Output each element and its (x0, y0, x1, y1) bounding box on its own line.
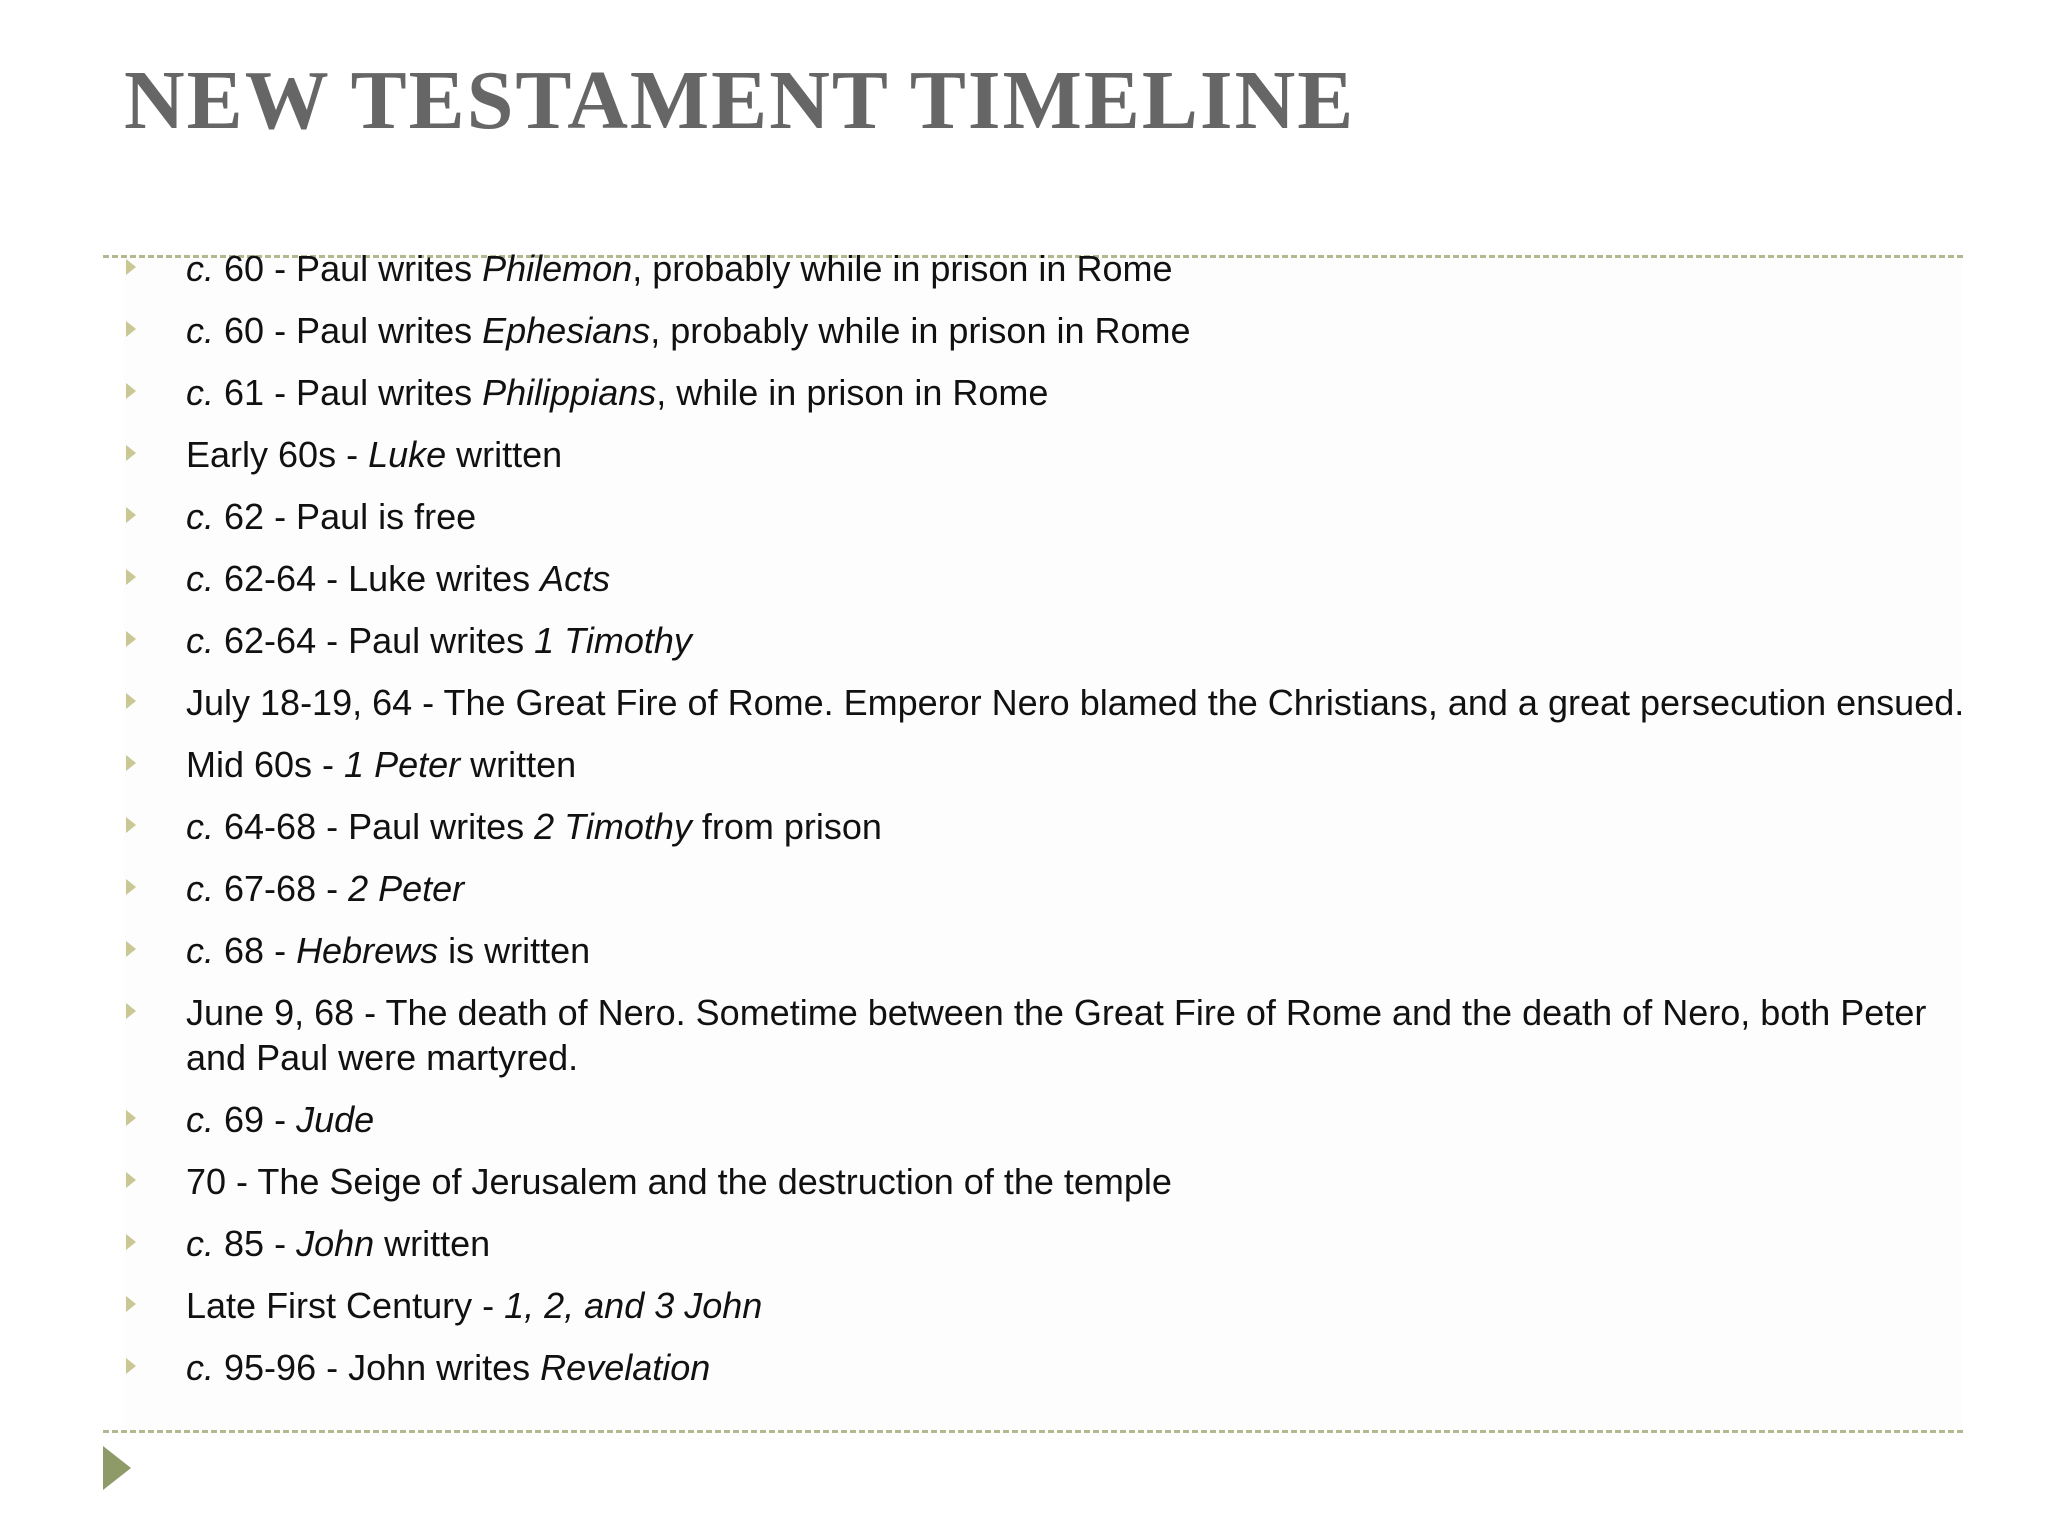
timeline-item-text: c. 62-64 - Luke writes Acts (186, 558, 611, 599)
timeline-item-text: 70 - The Seige of Jerusalem and the destruction of the temple (186, 1161, 1172, 1202)
timeline-item-text: c. 60 - Paul writes Ephesians, probably while in prison in Rome (186, 310, 1191, 351)
timeline-item-text: c. 61 - Paul writes Philippians, while in prison in Rome (186, 372, 1049, 413)
small-triangle-bullet-icon (126, 755, 136, 771)
timeline-item (0, 990, 2048, 1080)
small-triangle-bullet-icon (126, 445, 136, 461)
timeline-item (0, 370, 2048, 415)
small-triangle-bullet-icon (126, 693, 136, 709)
timeline-item (0, 804, 2048, 849)
small-triangle-bullet-icon (126, 1003, 136, 1019)
small-triangle-bullet-icon (126, 1234, 136, 1250)
timeline-item (0, 1097, 2048, 1142)
timeline-item-text: c. 95-96 - John writes Revelation (186, 1347, 711, 1388)
timeline-item-text: July 18-19, 64 - The Great Fire of Rome. Emperor Nero blamed the Christians, and a great persecution ensued. (186, 682, 1965, 723)
timeline-item-text: c. 62-64 - Paul writes 1 Timothy (186, 620, 692, 661)
timeline-item (0, 308, 2048, 353)
timeline-item-text: Early 60s - Luke written (186, 434, 563, 475)
timeline-item (0, 1283, 2048, 1328)
small-triangle-bullet-icon (126, 1110, 136, 1126)
small-triangle-bullet-icon (126, 879, 136, 895)
small-triangle-bullet-icon (126, 507, 136, 523)
timeline-list (0, 246, 2048, 1407)
timeline-item-text: c. 62 - Paul is free (186, 496, 477, 537)
small-triangle-bullet-icon (126, 321, 136, 337)
timeline-item (0, 1159, 2048, 1204)
small-triangle-bullet-icon (126, 631, 136, 647)
timeline-item (0, 556, 2048, 601)
small-triangle-bullet-icon (126, 383, 136, 399)
timeline-item-text: June 9, 68 - The death of Nero. Sometime between the Great Fire of Rome and the death of Nero, both Peter and Paul were martyred. (186, 992, 1927, 1078)
timeline-item-text: c. 64-68 - Paul writes 2 Timothy from prison (186, 806, 882, 847)
small-triangle-bullet-icon (126, 941, 136, 957)
timeline-item (0, 618, 2048, 663)
small-triangle-bullet-icon (126, 1358, 136, 1374)
timeline-item (0, 432, 2048, 477)
timeline-item-text: c. 69 - Jude (186, 1099, 375, 1140)
timeline-item (0, 680, 2048, 725)
timeline-item-text: c. 68 - Hebrews is written (186, 930, 591, 971)
small-triangle-bullet-icon (126, 1172, 136, 1188)
small-triangle-bullet-icon (126, 817, 136, 833)
small-triangle-bullet-icon (126, 569, 136, 585)
timeline-item (0, 742, 2048, 787)
timeline-item-text: c. 67-68 - 2 Peter (186, 868, 465, 909)
timeline-item-text: c. 85 - John written (186, 1223, 491, 1264)
timeline-item (0, 1345, 2048, 1390)
small-triangle-bullet-icon (126, 1296, 136, 1312)
timeline-item (0, 246, 2048, 291)
timeline-item-text: Late First Century - 1, 2, and 3 John (186, 1285, 763, 1326)
triangle-nav-arrow-icon[interactable] (103, 1446, 131, 1490)
timeline-item-text: Mid 60s - 1 Peter written (186, 744, 577, 785)
timeline-item (0, 928, 2048, 973)
timeline-item (0, 494, 2048, 539)
timeline-item (0, 866, 2048, 911)
slide-title: NEW TESTAMENT TIMELINE (124, 54, 1356, 147)
timeline-item (0, 1221, 2048, 1266)
small-triangle-bullet-icon (126, 259, 136, 275)
bottom-dashed-divider (103, 1430, 1963, 1433)
timeline-item-text: c. 60 - Paul writes Philemon, probably while in prison in Rome (186, 248, 1173, 289)
